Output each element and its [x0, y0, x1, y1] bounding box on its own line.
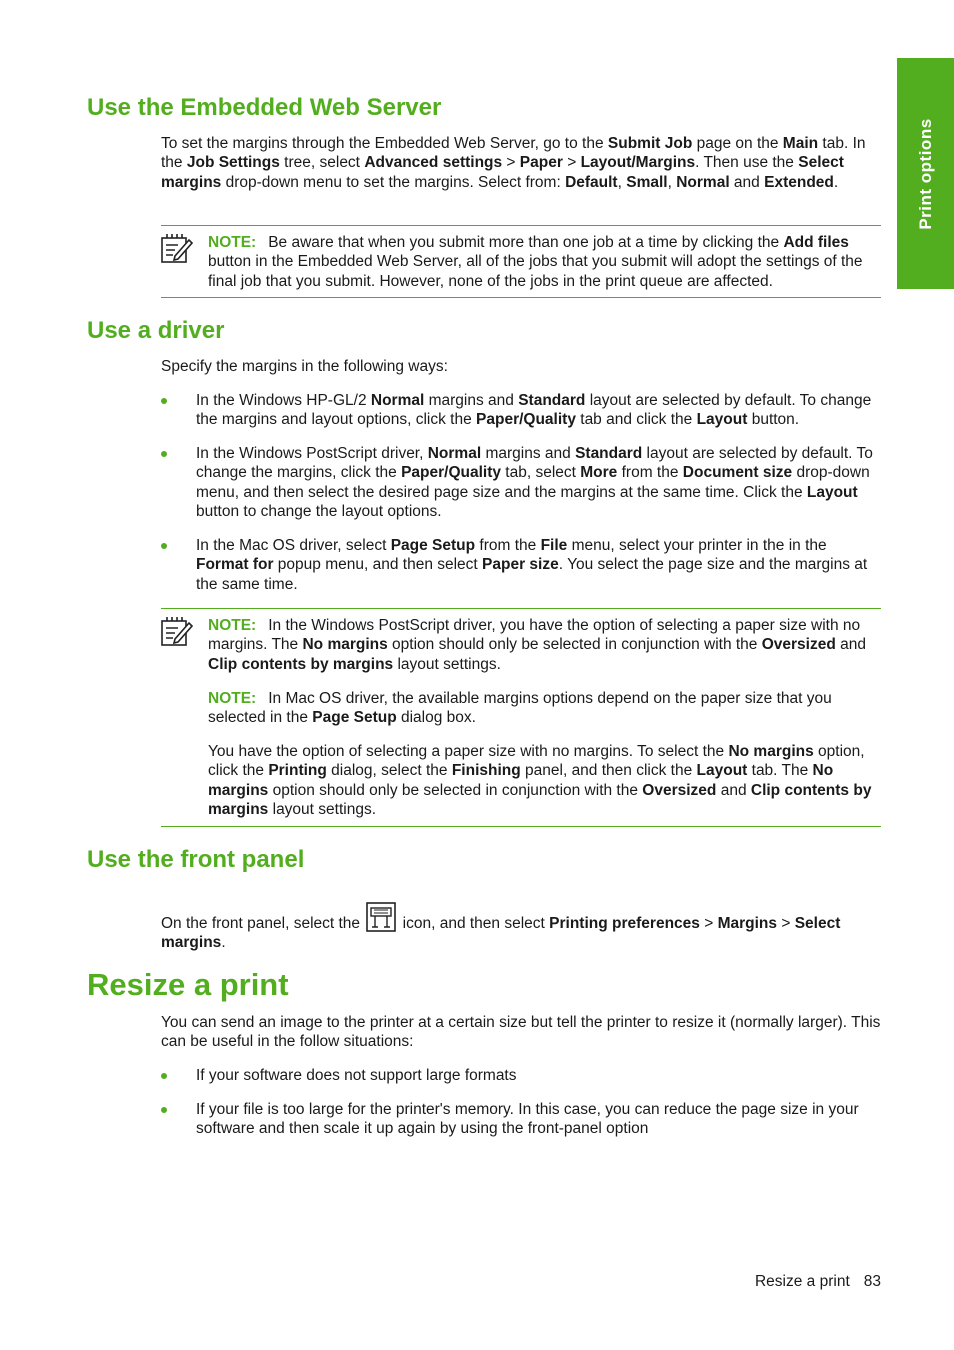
- bullet-dot: [161, 1107, 167, 1113]
- emphasis-term: Add files: [783, 234, 849, 251]
- bullet-dot: [161, 451, 167, 457]
- heading-resize-a-print: Resize a print: [87, 967, 289, 1002]
- printer-setup-icon: [366, 902, 396, 932]
- note-icon: [161, 232, 193, 264]
- emphasis-term: Paper/Quality: [401, 464, 501, 482]
- note-label: NOTE:: [208, 690, 257, 707]
- driver-note-2: [208, 689, 881, 728]
- emphasis-term: Oversized: [761, 636, 836, 654]
- emphasis-term: Small: [626, 173, 668, 191]
- heading-embedded-web-server: Use the Embedded Web Server: [87, 94, 442, 121]
- bullet-dot: [161, 543, 167, 549]
- driver-intro: Specify the margins in the following ways:: [161, 358, 448, 375]
- emphasis-term: No margins: [208, 762, 834, 799]
- emphasis-term: Layout: [806, 483, 858, 501]
- list-item-text: If your software does not support large formats: [196, 1067, 517, 1084]
- emphasis-term: Normal: [676, 173, 730, 191]
- list-item-text: In the Windows PostScript driver, Normal margins and Standard layout are selected by default. To change the margins, click the Paper/Quality tab, select More from the Document size drop-down menu, and then select the desired page size and the margins at the same time. Click the Layout button to change the layout options.: [196, 445, 873, 521]
- front-panel-paragraph: [161, 902, 882, 953]
- ews-note-text: [208, 233, 881, 291]
- emphasis-term: Clip contents by margins: [208, 781, 872, 819]
- emphasis-term: Main: [782, 135, 819, 152]
- footer-title: Resize a print: [754, 1273, 850, 1290]
- driver-note: [161, 608, 881, 827]
- emphasis-term: Printing: [268, 762, 327, 780]
- emphasis-term: Printing preferences: [549, 915, 700, 932]
- note-label: NOTE:: [208, 234, 257, 251]
- emphasis-term: No margins: [728, 743, 814, 760]
- emphasis-term: Normal: [427, 445, 482, 462]
- driver-note-1-body: In the Windows PostScript driver, you have the option of selecting a paper size with no margins. The No margins option should only be selected in conjunction with the Oversized and Clip contents by margins layout settings.: [208, 617, 866, 673]
- emphasis-term: Paper/Quality: [476, 411, 576, 429]
- emphasis-term: Select margins: [161, 154, 844, 191]
- ews-paragraph: To set the margins through the Embedded Web Server, go to the Submit Job page on the Main tab. In the Job Settings tree, select Advanced settings > Paper > Layout/Margins. Then use the Select margins drop-down menu to set the margins. Select from: Default, Small, Normal and Extended.: [161, 135, 866, 191]
- emphasis-term: Page Setup: [390, 537, 476, 554]
- emphasis-term: Extended: [764, 173, 834, 191]
- emphasis-term: Document size: [682, 464, 793, 482]
- driver-note-3: You have the option of selecting a paper size with no margins. To select the No margins option, click the Printing dialog, select the Finishing panel, and then click the Layout tab. The No margins option should only be selected in conjunction with the Oversized and Clip contents by margins layout settings.: [208, 743, 872, 819]
- side-tab-label: Print options: [915, 117, 935, 230]
- emphasis-term: Default: [565, 173, 618, 191]
- emphasis-term: File: [540, 537, 568, 554]
- driver-note-1: [208, 616, 881, 674]
- emphasis-term: Finishing: [451, 762, 521, 780]
- page-footer: [755, 1272, 881, 1292]
- emphasis-term: Normal: [370, 392, 425, 409]
- emphasis-term: Select margins: [161, 915, 841, 952]
- heading-use-the-front-panel: Use the front panel: [87, 846, 305, 873]
- emphasis-term: Format for: [196, 556, 274, 574]
- ews-note-body: Be aware that when you submit more than one job at a time by clicking the Add files button in the Embedded Web Server, all of the jobs that you submit will adopt the settings of the final job that you submit. However, none of the jobs in the print queue are affected.: [208, 234, 863, 290]
- emphasis-term: Job Settings: [186, 154, 280, 172]
- emphasis-term: Advanced settings: [364, 154, 503, 172]
- page-number: 83: [863, 1273, 881, 1290]
- bullet-dot: [161, 1073, 167, 1079]
- ews-note: [161, 225, 881, 298]
- emphasis-term: Standard: [575, 445, 643, 462]
- note-icon: [161, 615, 193, 647]
- emphasis-term: More: [580, 464, 618, 482]
- list-item-text: If your file is too large for the printer's memory. In this case, you can reduce the page size in your software and then scale it up again by using the front-panel option: [196, 1101, 859, 1138]
- emphasis-term: Clip contents by margins: [208, 655, 394, 673]
- side-tab: [897, 58, 954, 289]
- list-item-text: In the Windows HP-GL/2 Normal margins and Standard layout are selected by default. To change the margins and layout options, click the Paper/Quality tab and click the Layout button.: [196, 392, 872, 429]
- bullet-dot: [161, 398, 167, 404]
- emphasis-term: Oversized: [642, 781, 717, 799]
- emphasis-term: Margins: [717, 915, 778, 932]
- resize-intro: You can send an image to the printer at a certain size but tell the printer to resize it (normally larger). This can be useful in the follow situations:: [161, 1014, 881, 1051]
- emphasis-term: Submit Job: [607, 135, 693, 152]
- emphasis-term: Layout: [696, 762, 748, 780]
- emphasis-term: Standard: [518, 392, 586, 409]
- emphasis-term: No margins: [302, 636, 388, 654]
- emphasis-term: Paper size: [482, 556, 559, 574]
- emphasis-term: Layout/Margins: [580, 154, 696, 172]
- front-text-before: On the front panel, select the: [161, 915, 365, 932]
- driver-note-2-body: In Mac OS driver, the available margins options depend on the paper size that you selected in the Page Setup dialog box.: [208, 690, 832, 727]
- emphasis-term: Page Setup: [312, 709, 397, 727]
- emphasis-term: Layout: [696, 411, 748, 429]
- emphasis-term: Paper: [519, 154, 563, 172]
- list-item-text: In the Mac OS driver, select Page Setup from the File menu, select your printer in the in the Format for popup menu, and then select Paper size. You select the page size and the margins at the same time.: [196, 537, 868, 593]
- heading-use-a-driver: Use a driver: [87, 317, 225, 344]
- front-text-after: icon, and then select Printing preferences > Margins > Select margins.: [161, 915, 841, 952]
- note-label: NOTE:: [208, 617, 257, 634]
